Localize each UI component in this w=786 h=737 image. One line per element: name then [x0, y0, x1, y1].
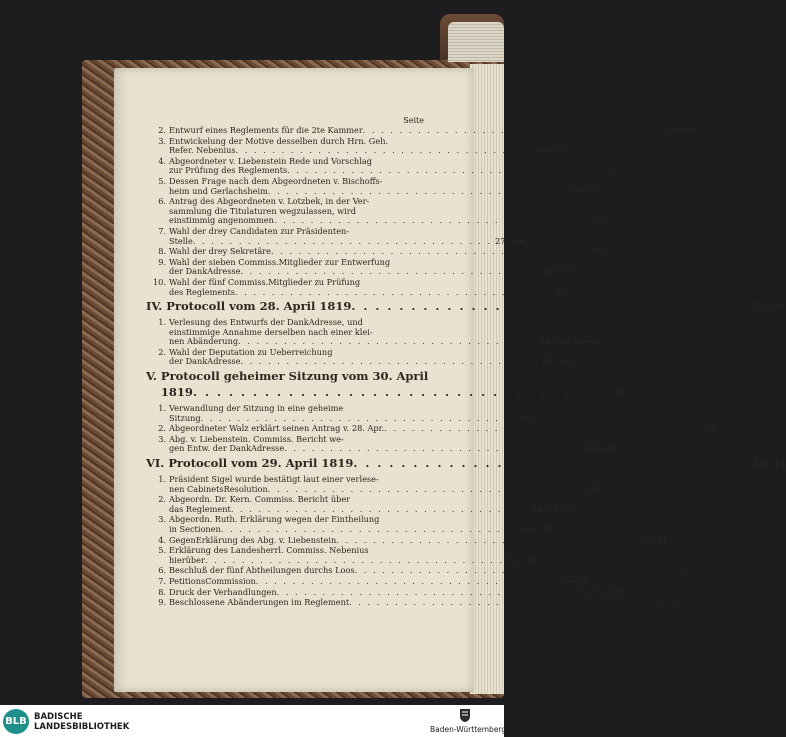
- entry-line-text: sammlung die Titulaturen wegzulassen, wird: [169, 205, 356, 216]
- dot-leader: [268, 187, 567, 197]
- dot-leader: [238, 337, 537, 347]
- entry-text: [169, 197, 605, 226]
- entry-text: [169, 536, 667, 546]
- section-numeral: VI.: [146, 456, 165, 471]
- section-numeral: IV.: [146, 299, 163, 314]
- entry-text: [169, 227, 524, 246]
- entry-line-text: Refer. Nebenius: [169, 145, 236, 156]
- page-ref: 69. 75—91: [532, 503, 577, 514]
- entry-text: [169, 177, 599, 196]
- entry-line-text: PetitionsCommission: [169, 575, 256, 586]
- entry-line-text: Beschluß der fünf Abtheilungen durchs Loos: [169, 565, 355, 576]
- entry-line-text: das Reglement: [169, 503, 231, 514]
- state-label: Baden-Württemberg: [430, 725, 507, 734]
- entry-line-text: Wahl der fünf Commiss.Mitglieder zu Prüfung: [169, 276, 361, 287]
- page-ref: 58—60: [751, 303, 784, 314]
- entry-number: 1.: [158, 474, 166, 485]
- entry-line: [169, 485, 599, 495]
- page-ref: 27—28: [494, 235, 524, 246]
- toc-entry: [152, 175, 600, 196]
- section-heading: [146, 299, 784, 315]
- entry-line: [169, 424, 715, 434]
- entry-line-text: Stelle: [169, 235, 193, 246]
- page-ref: 56: [591, 246, 603, 257]
- entry-number: 4.: [158, 534, 166, 545]
- toc-entry: [152, 276, 567, 297]
- section-heading: [146, 369, 429, 384]
- entry-line: [169, 536, 667, 546]
- page-ref: 27: [594, 215, 606, 226]
- entry-line: [169, 444, 615, 454]
- dot-leader: [353, 457, 743, 470]
- entry-text: [169, 247, 602, 257]
- entry-line-text: einstimmig angenommen: [169, 215, 274, 226]
- entry-line: [169, 267, 572, 277]
- entry-line: [169, 337, 603, 347]
- entry-line: [169, 247, 602, 257]
- entry-text: [169, 577, 587, 587]
- dot-leader: [351, 300, 741, 313]
- toc-entry: [152, 433, 616, 454]
- dot-leader: [268, 485, 567, 495]
- page-ref: 65: [705, 423, 716, 434]
- entry-text: [169, 566, 686, 576]
- entry-line: [169, 577, 587, 587]
- dot-leader: [363, 126, 662, 136]
- entry-line-text: des Reglements: [169, 286, 235, 297]
- toc-entry: [152, 575, 587, 587]
- dot-leader: [201, 414, 500, 424]
- entry-number: 6.: [158, 196, 166, 207]
- entry-line: [169, 187, 599, 197]
- section-title-line2: 1819: [160, 385, 193, 400]
- toc-entry: [152, 155, 619, 176]
- dot-leader: [355, 566, 654, 576]
- entry-line: [169, 588, 625, 598]
- toc-entry: [152, 403, 532, 423]
- entry-text: [169, 435, 615, 454]
- toc-entry: [152, 317, 603, 347]
- toc-entry: [152, 494, 577, 514]
- dot-leader: [284, 444, 583, 454]
- entry-text: [169, 137, 567, 156]
- page-ref: 65: [613, 389, 626, 400]
- entry-text: [169, 278, 566, 297]
- entry-text: [169, 495, 577, 514]
- entry-line: [169, 525, 552, 535]
- dot-leader: [235, 288, 534, 298]
- page-ref: 72: [675, 565, 686, 576]
- toc-entry: [152, 135, 567, 156]
- section-heading-continued: [146, 385, 626, 401]
- entry-text: [169, 348, 572, 367]
- toc-entry: [152, 597, 681, 608]
- section-heading: [146, 456, 786, 472]
- blb-logo[interactable]: BLB: [3, 709, 29, 734]
- entry-line-text: heim und Gerlachsheim: [169, 185, 268, 196]
- dot-leader: [271, 247, 570, 257]
- entry-text: [169, 404, 532, 423]
- entry-text: [169, 157, 618, 176]
- toc-entry: [152, 586, 625, 598]
- section-title: Protocoll vom 29. April 1819: [168, 456, 354, 471]
- page-ref: 58—59. 60—61: [539, 336, 603, 347]
- section-title: Protocoll geheimer Sitzung vom 30. April: [160, 369, 429, 384]
- entry-line-text: Wahl der drey Candidaten zur Präsidenten-: [169, 225, 350, 236]
- entry-line-text: Wahl der sieben Commiss.Mitglieder zur Entwerfung: [169, 256, 391, 267]
- entry-line-text: Dessen Frage nach dem Abgeordneten v. Bischoffs-: [169, 175, 383, 186]
- entry-number: 2.: [158, 125, 166, 135]
- entry-line-text: Wahl der Deputation zu Ueberreichung: [169, 346, 333, 357]
- page-ref: 29—48: [664, 125, 694, 135]
- entry-line-text: hierüber: [169, 554, 205, 565]
- entry-line: [169, 505, 577, 515]
- dot-leader: [349, 598, 648, 608]
- entry-line: [169, 126, 694, 136]
- toc-entry: [152, 256, 572, 277]
- entry-line-text: Präsident Sigel wurde bestätigt laut einer verlese-: [169, 474, 379, 485]
- section-numeral: V.: [146, 369, 157, 384]
- toc-entry: [152, 474, 599, 494]
- toc-entry: [152, 514, 552, 534]
- page-ref: 68—74: [753, 460, 786, 471]
- dot-leader: [336, 536, 635, 546]
- entry-number: 2.: [158, 494, 166, 505]
- entry-line-text: der DankAdresse: [169, 266, 241, 277]
- dot-leader: [231, 505, 530, 515]
- entry-number: 8.: [158, 246, 166, 257]
- entry-text: [169, 424, 715, 434]
- entry-line-text: nen Abänderung: [169, 336, 239, 347]
- dot-leader: [193, 237, 492, 247]
- entry-text: [169, 126, 694, 136]
- dot-leader: [236, 146, 535, 156]
- page-ref: 71—72: [507, 554, 537, 565]
- entry-line-text: Entwickelung der Motive desselben durch Hrn. Geh.: [169, 135, 389, 146]
- toc-entry: [152, 125, 694, 136]
- entry-text: [169, 588, 625, 598]
- entry-number: 9.: [158, 256, 166, 267]
- entry-text: [169, 598, 680, 608]
- dot-leader: [221, 525, 520, 535]
- entry-line-text: Antrag des Abgeordneten v. Lotzbek, in der Ver-: [169, 196, 370, 207]
- entry-number: 4.: [158, 155, 166, 166]
- entry-line-text: GegenErklärung des Abg. v. Liebenstein: [169, 534, 337, 545]
- entry-text: [169, 515, 552, 534]
- entry-line: [169, 556, 536, 566]
- page-ref: 56—57: [542, 266, 572, 277]
- entry-number: 3.: [158, 135, 166, 146]
- dot-leader: [205, 556, 504, 566]
- page-ref: 57: [555, 286, 567, 297]
- entry-line: [169, 598, 680, 608]
- table-of-contents: [146, 116, 786, 609]
- entry-line: [169, 146, 567, 156]
- entry-line-text: Druck der Verhandlungen: [169, 586, 277, 597]
- entry-number: 5.: [158, 175, 166, 186]
- toc-entry: [152, 534, 668, 546]
- page-ref: 61—62: [542, 356, 572, 367]
- entry-line-text: Wahl der drey Sekretäre: [169, 246, 272, 257]
- entry-number: 7.: [158, 575, 166, 586]
- entry-line-text: Beschlossene Abänderungen im Reglement: [169, 597, 350, 608]
- entry-line-text: einstimmige Annahme derselben nach einer klei-: [169, 326, 373, 337]
- entry-line-text: Abgeordneter v. Liebenstein Rede und Vorschlag: [169, 155, 372, 166]
- entry-line: [169, 237, 524, 247]
- entry-number: 8.: [158, 586, 166, 597]
- entry-number: 2.: [158, 423, 166, 434]
- entry-text: [169, 475, 599, 494]
- section-title: Protocoll vom 28. April 1819: [166, 299, 352, 314]
- dot-leader: [287, 166, 586, 176]
- entry-line-text: in Sectionen: [169, 524, 221, 534]
- entry-number: 7.: [158, 225, 166, 236]
- toc-entry: [152, 565, 686, 576]
- toc-entry: [152, 423, 716, 434]
- entry-number: 3.: [158, 433, 166, 444]
- toc-entry: [152, 346, 572, 367]
- page-ref: 72—73: [557, 575, 587, 586]
- page-ref: 73—74: [651, 597, 681, 608]
- entry-number: 5.: [158, 545, 166, 556]
- entry-line: [169, 288, 566, 298]
- dot-leader: [256, 577, 555, 587]
- page-ref: 70—71: [638, 534, 668, 545]
- entry-line-text: Erklärung des Landesherrl. Commiss. Nebenius: [169, 545, 369, 556]
- entry-number: 1.: [158, 317, 166, 328]
- seite-label: Seite: [403, 116, 424, 125]
- dot-leader: [240, 357, 539, 367]
- dot-leader: [193, 386, 583, 399]
- entry-text: [169, 546, 536, 565]
- entry-line-text: der DankAdresse: [169, 356, 241, 367]
- footer-bar: [0, 705, 507, 737]
- library-name-line1: BADISCHE: [34, 712, 83, 722]
- entry-line-text: Abgeordn. Dr. Kern. Commiss. Bericht über: [169, 494, 351, 505]
- entry-line-text: Abgeordn. Ruth. Erklärung wegen der Eintheilung: [169, 514, 380, 525]
- entry-number: 10.: [152, 276, 166, 287]
- entry-text: [169, 318, 603, 347]
- page-ref: 65: [521, 412, 532, 423]
- entry-line-text: Abgeordneter Walz erklärt seinen Antrag v. 28. Apr.: [169, 423, 385, 434]
- toc-entry: [152, 225, 524, 246]
- dot-leader: [274, 216, 573, 226]
- dot-leader: [277, 588, 576, 598]
- dot-leader: [384, 424, 683, 434]
- entry-line-text: Verwandlung der Sitzung in eine geheime: [169, 403, 344, 414]
- page-ref: 68: [588, 483, 599, 494]
- entry-number: 6.: [158, 565, 166, 576]
- page-ref: 72. 73. 131: [577, 586, 625, 597]
- toc-entry: [152, 246, 603, 257]
- entry-line-text: gen Entw. der DankAdresse: [169, 443, 285, 454]
- entry-number: 9.: [158, 597, 166, 608]
- entry-line: [169, 166, 618, 176]
- entry-number: 1.: [158, 403, 166, 414]
- page-ref: 69—70: [522, 524, 552, 534]
- entry-text: [169, 258, 572, 277]
- crest-icon: [459, 708, 471, 723]
- entry-line-text: zur Prüfung des Reglements: [169, 165, 288, 176]
- entry-line-text: nen CabinetsResolution: [169, 483, 268, 494]
- toc-entry: [152, 545, 537, 565]
- entry-line: [169, 414, 532, 424]
- entry-number: 3.: [158, 514, 166, 525]
- page-stack: [448, 22, 504, 62]
- entry-number: 2.: [158, 346, 166, 357]
- entry-line-text: Verlesung des Entwurfs der DankAdresse, und: [169, 317, 363, 328]
- entry-line-text: Entwurf eines Reglements für die 2te Kammer: [169, 125, 363, 135]
- library-name-line2: LANDESBIBLIOTHEK: [34, 722, 130, 732]
- dot-leader: [240, 267, 539, 277]
- entry-line-text: Abg. v. Liebenstein. Commiss. Bericht we-: [169, 433, 344, 444]
- page-ref: 25: [607, 165, 619, 176]
- toc-entry: [152, 196, 606, 226]
- entry-line: [169, 566, 686, 576]
- library-name: [34, 712, 129, 732]
- entry-line: [169, 357, 572, 367]
- page-ref: 66—68: [586, 443, 616, 454]
- page-ref: 25—27: [570, 185, 600, 196]
- page-ref: 49—56: [537, 145, 567, 156]
- entry-line-text: Sitzung: [169, 412, 201, 423]
- entry-line: [169, 216, 605, 226]
